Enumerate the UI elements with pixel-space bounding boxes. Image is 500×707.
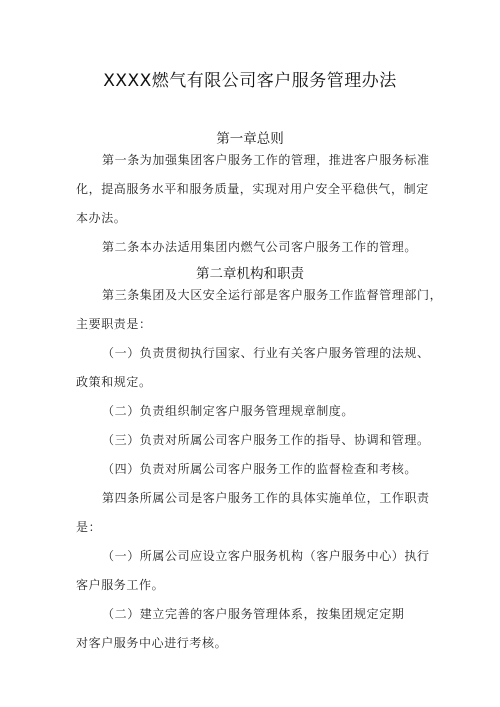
subsidiary-item-2-line-2: 对客户服务中心进行考核。 xyxy=(76,636,228,650)
article-1-line-3: 本办法。 xyxy=(76,211,127,225)
subsidiary-item-1-line-2: 客户服务工作。 xyxy=(76,578,165,592)
article-2-line-1: 第二条本办法适用集团内燃气公司客户服务工作的管理。 xyxy=(102,240,418,254)
duty-item-1-line-2: 政策和规定。 xyxy=(76,375,152,389)
duty-item-2: （二）负责组织制定客户服务管理规章制度。 xyxy=(102,404,355,418)
article-4-line-1: 第四条所属公司是客户服务工作的具体实施单位，工作职责 xyxy=(102,491,430,505)
article-3-line-2: 主要职责是： xyxy=(76,317,152,331)
article-1-line-1: 第一条为加强集团客户服务工作的管理，推进客户服务标准 xyxy=(102,153,430,167)
subsidiary-item-1-line-1: （一）所属公司应设立客户服务机构（客户服务中心）执行 xyxy=(102,549,430,563)
duty-item-3: （三）负责对所属公司客户服务工作的指导、协调和管理。 xyxy=(102,433,430,447)
article-1-line-2: 化，提高服务水平和服务质量，实现对用户安全平稳供气，制定 xyxy=(76,182,429,196)
duty-item-1-line-1: （一）负责贯彻执行国家、行业有关客户服务管理的法规、 xyxy=(102,346,430,360)
article-4-line-2: 是： xyxy=(76,520,102,534)
chapter-1-heading: 第一章总则 xyxy=(216,131,284,147)
subsidiary-item-2-line-1: （二）建立完善的客户服务管理体系，按集团规定定期 xyxy=(102,607,405,621)
document-title: XXXX燃气有限公司客户服务管理办法 xyxy=(103,71,397,91)
duty-item-4: （四）负责对所属公司客户服务工作的监督检查和考核。 xyxy=(102,462,418,476)
article-3-line-1: 第三条集团及大区安全运行部是客户服务工作监督管理部门， xyxy=(102,288,443,302)
chapter-2-heading: 第二章机构和职责 xyxy=(196,266,304,282)
